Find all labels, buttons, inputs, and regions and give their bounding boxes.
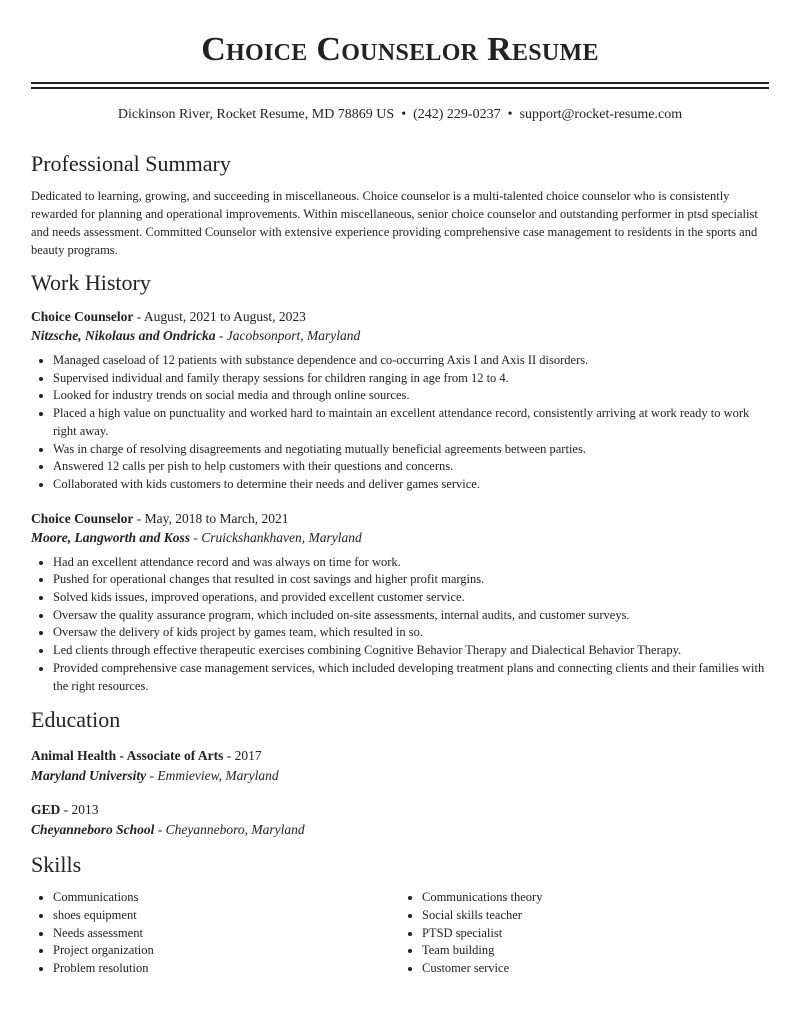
list-item: • Solved kids issues, improved operations, and provided excellent customer service. [53,589,769,607]
bullet-separator: • [401,107,407,122]
list-item: • Collaborated with kids customers to determine their needs and deliver games service. [53,476,769,494]
list-item: • Was in charge of resolving disagreements and negotiating mutually beneficial agreements between parties. [53,441,769,459]
list-item: • Placed a high value on punctuality and worked hard to maintain an excellent attendance record, consistently arriving at work ready to work right away. [53,405,769,440]
degree-name: GED [31,802,61,818]
job-header [31,510,769,528]
list-item: • Looked for industry trends on social media and through online sources. [53,387,769,405]
skill-item: • PTSD specialist [422,925,769,943]
list-item: • Managed caseload of 12 patients with substance dependence and co-occurring Axis I and Axis II disorders. [53,352,769,370]
employer-line [31,326,769,345]
school-location: - Cheyanneboro, Maryland [157,822,305,838]
employer-name: Nitzsche, Nikolaus and Ondricka [31,328,216,343]
skill-item: • Problem resolution [53,960,400,978]
summary-heading: Professional Summary [31,151,231,176]
job-entry [31,308,769,494]
education-entry [31,746,769,786]
job-entry [31,510,769,696]
list-item: • Pushed for operational changes that resulted in cost savings and higher profit margins. [53,571,769,589]
job-header [31,308,769,326]
employer-line [31,528,769,547]
skill-item: • Customer service [422,960,769,978]
skill-item: • Needs assessment [53,925,400,943]
contact-address: Dickinson River, Rocket Resume, MD 78869 US [117,107,395,122]
work-history-heading: Work History [31,270,151,295]
degree-line [31,800,769,820]
job-dates: - May, 2018 to March, 2021 [136,510,289,526]
list-item: • Supervised individual and family therapy sessions for children ranging in age from 12 to 4. [53,370,769,388]
skill-item: • shoes equipment [53,907,400,925]
skill-item: • Team building [422,942,769,960]
contact-email: support@rocket-resume.com [519,107,683,122]
list-item: • Answered 12 calls per pish to help customers with their questions and concerns. [53,458,769,476]
school-name: Cheyanneboro School [31,822,155,838]
summary-text: Dedicated to learning, growing, and succeeding in miscellaneous. Choice counselor is a multi-talented choice counselor who is consistently rewarded for planning and operational improvements. Within miscellaneous, senior choice counselor and outstanding performer in ptsd specialist and needs assessment. Committed Counselor with extensive experience providing comprehensive case management to residents in the sports and beauty programs. [31,189,758,257]
job-title: Choice Counselor [31,309,134,324]
list-item: • Provided comprehensive case management services, which included developing treatment plans and connecting clients and their families with the right resources. [53,660,769,695]
employer-location: - Cruickshankhaven, Maryland [193,529,362,545]
school-location: - Emmieview, Maryland [149,768,279,784]
list-item: • Had an excellent attendance record and was always on time for work. [53,554,769,572]
job-dates: - August, 2021 to August, 2023 [136,309,306,324]
skill-item: • Communications theory [422,889,769,907]
contact-line [31,106,769,124]
employer-location: - Jacobsonport, Maryland [218,328,361,343]
list-item: • Oversaw the quality assurance program, which included on-site assessments, internal audits, and customer surveys. [53,607,769,625]
education-heading: Education [31,707,121,733]
degree-year: - 2017 [226,748,262,764]
bullet-separator: • [507,107,513,122]
degree-year: - 2013 [63,802,99,818]
school-line [31,766,769,786]
degree-line [31,746,769,766]
job-title: Choice Counselor [31,510,134,526]
skills-left-list [31,889,400,978]
education-entry [31,800,769,840]
title-divider-top [31,82,769,84]
contact-phone: (242) 229-0237 [413,107,501,122]
degree-name: Animal Health - Associate of Arts [31,748,224,764]
school-line [31,820,769,840]
skills-columns [31,889,769,978]
list-item: • Led clients through effective therapeutic exercises combining Cognitive Behavior Therapy and Dialectical Behavior Therapy. [53,642,769,660]
job-bullets [31,554,769,696]
skills-heading: Skills [31,852,82,878]
skill-item: • Project organization [53,942,400,960]
job-bullets [31,352,769,494]
school-name: Maryland University [31,768,147,784]
skill-item: • Communications [53,889,400,907]
title-divider-bottom [31,87,769,89]
list-item: • Oversaw the delivery of kids project by games team, which resulted in so. [53,624,769,642]
skills-right-list [400,889,769,978]
skill-item: • Social skills teacher [422,907,769,925]
resume-title: Choice Counselor Resume [201,31,599,68]
employer-name: Moore, Langworth and Koss [31,529,191,545]
